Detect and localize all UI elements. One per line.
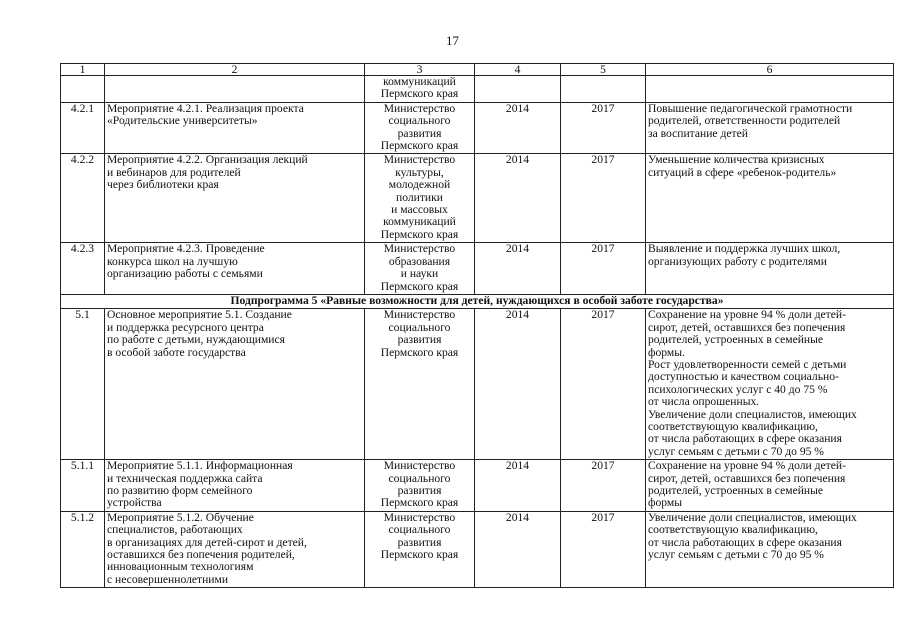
expected-result-line: от числа работающих в сфере оказания bbox=[648, 535, 842, 549]
measure-name bbox=[105, 511, 365, 587]
expected-result-line: Выявление и поддержка лучших школ, bbox=[648, 242, 841, 256]
executor-line: Пермского края bbox=[380, 496, 459, 510]
executor-line: развития bbox=[397, 484, 442, 497]
table-row bbox=[61, 460, 894, 512]
column-header: 6 bbox=[646, 64, 894, 76]
expected-result-line: формы. bbox=[648, 345, 685, 359]
executor-line: Министерство bbox=[383, 101, 456, 115]
measure-name bbox=[105, 102, 365, 154]
executor-line: Пермского края bbox=[380, 87, 459, 101]
measure-name-line: и вебинаров для родителей bbox=[107, 165, 241, 179]
expected-result-line: ситуаций в сфере «ребенок-родитель» bbox=[648, 165, 837, 179]
expected-result-line: услуг семьям с детьми с 70 до 95 % bbox=[648, 548, 824, 562]
measure-name-line: Основное мероприятие 5.1. Создание bbox=[107, 308, 292, 322]
column-header: 2 bbox=[105, 64, 365, 76]
executor bbox=[365, 243, 475, 295]
expected-result bbox=[646, 460, 894, 512]
start-year: 2014 bbox=[475, 309, 561, 460]
measure-number: 4.2.1 bbox=[61, 102, 105, 154]
start-year: 2014 bbox=[475, 460, 561, 512]
expected-result-line: родителей, ответственности родителей bbox=[648, 114, 841, 128]
executor-line: Министерство bbox=[383, 308, 456, 322]
executor-line: социального bbox=[388, 471, 451, 485]
executor bbox=[365, 154, 475, 243]
measure-name-line: по работе с детьми, нуждающимися bbox=[107, 333, 285, 347]
end-year: 2017 bbox=[561, 309, 646, 460]
executor-line: культуры, bbox=[395, 165, 444, 179]
measure-name-line: организацию работы с семьями bbox=[107, 267, 263, 281]
expected-result-line: Уменьшение количества кризисных bbox=[648, 153, 825, 167]
expected-result bbox=[646, 102, 894, 154]
column-header: 4 bbox=[475, 64, 561, 76]
end-year: 2017 bbox=[561, 460, 646, 512]
column-header: 3 bbox=[365, 64, 475, 76]
expected-result-line: сирот, детей, оставшихся без попечения bbox=[648, 320, 846, 334]
end-year bbox=[561, 76, 646, 103]
measure-name-line: через библиотеки края bbox=[107, 178, 219, 192]
subprogram-row bbox=[61, 294, 894, 308]
expected-result bbox=[646, 243, 894, 295]
expected-result-line: соответствующую квалификацию, bbox=[648, 419, 818, 433]
expected-result bbox=[646, 154, 894, 243]
expected-result-line: формы bbox=[648, 496, 683, 510]
expected-result-line: родителей, устроенных в семейные bbox=[648, 484, 824, 497]
table-row bbox=[61, 511, 894, 587]
table-row bbox=[61, 102, 894, 154]
measure-name bbox=[105, 243, 365, 295]
measure-number: 4.2.3 bbox=[61, 243, 105, 295]
measure-name-line: «Родительские университеты» bbox=[107, 114, 258, 128]
measure-name-line: Мероприятие 5.1.2. Обучение bbox=[107, 510, 254, 524]
page-number: 17 bbox=[446, 33, 459, 48]
measure-name-line: конкурса школ на лучшую bbox=[107, 254, 238, 268]
table-row bbox=[61, 309, 894, 460]
measure-name bbox=[105, 76, 365, 103]
start-year: 2014 bbox=[475, 511, 561, 587]
measure-name-line: с несовершеннолетними bbox=[107, 572, 229, 586]
expected-result-line: доступностью и качеством социально- bbox=[648, 370, 839, 384]
end-year: 2017 bbox=[561, 511, 646, 587]
measure-name-line: оставшихся без попечения родителей, bbox=[107, 548, 295, 562]
table-row bbox=[61, 76, 894, 103]
executor-line: социального bbox=[388, 523, 451, 537]
expected-result-line: Рост удовлетворенности семей с детьми bbox=[648, 357, 847, 371]
measure-name-line: Мероприятие 4.2.2. Организация лекций bbox=[107, 153, 308, 167]
measure-name-line: и поддержка ресурсного центра bbox=[107, 320, 264, 334]
measure-number: 5.1 bbox=[61, 309, 105, 460]
measure-name-line: Мероприятие 5.1.1. Информационная bbox=[107, 459, 293, 473]
executor-line: Пермского края bbox=[380, 227, 459, 241]
measure-name bbox=[105, 154, 365, 243]
measure-number: 4.2.2 bbox=[61, 154, 105, 243]
executor bbox=[365, 460, 475, 512]
table-row bbox=[61, 154, 894, 243]
measure-name-line: устройства bbox=[107, 496, 162, 510]
measure-name-line: Мероприятие 4.2.3. Проведение bbox=[107, 242, 265, 256]
expected-result-line: Увеличение доли специалистов, имеющих bbox=[648, 407, 857, 421]
expected-result bbox=[646, 309, 894, 460]
expected-result-line: родителей, устроенных в семейные bbox=[648, 333, 824, 347]
subprogram-title: Подпрограмма 5 «Равные возможности для детей, нуждающихся в особой заботе государства» bbox=[61, 294, 894, 308]
measures-table bbox=[60, 63, 894, 588]
end-year: 2017 bbox=[561, 243, 646, 295]
measure-name-line: Мероприятие 4.2.1. Реализация проекта bbox=[107, 101, 304, 115]
executor bbox=[365, 102, 475, 154]
expected-result bbox=[646, 76, 894, 103]
expected-result-line: психологических услуг с 40 до 75 % bbox=[648, 382, 828, 396]
executor-line: молодежной bbox=[388, 178, 451, 192]
executor-line: образования bbox=[388, 254, 451, 268]
executor-line: Пермского края bbox=[380, 548, 459, 562]
measure-name-line: по развитию форм семейного bbox=[107, 484, 253, 497]
end-year: 2017 bbox=[561, 154, 646, 243]
start-year: 2014 bbox=[475, 154, 561, 243]
start-year: 2014 bbox=[475, 102, 561, 154]
executor-line: развития bbox=[397, 126, 442, 140]
executor-line: коммуникаций bbox=[383, 75, 456, 88]
executor-line: Министерство bbox=[383, 510, 456, 524]
executor-line: Министерство bbox=[383, 242, 456, 256]
expected-result-line: от числа опрошенных. bbox=[648, 395, 760, 409]
executor-line: развития bbox=[397, 535, 442, 549]
expected-result-line: Повышение педагогической грамотности bbox=[648, 101, 853, 115]
executor-line: и массовых bbox=[391, 203, 448, 217]
expected-result bbox=[646, 511, 894, 587]
expected-result-line: Увеличение доли специалистов, имеющих bbox=[648, 510, 857, 524]
measure-name-line: и техническая поддержка сайта bbox=[107, 471, 263, 485]
end-year: 2017 bbox=[561, 102, 646, 154]
executor-line: социального bbox=[388, 320, 451, 334]
measure-name-line: в организациях для детей-сирот и детей, bbox=[107, 535, 307, 549]
measure-number: 5.1.2 bbox=[61, 511, 105, 587]
executor-line: коммуникаций bbox=[383, 215, 456, 229]
measure-name-line: специалистов, работающих bbox=[107, 523, 243, 537]
measure-name-line: в особой заботе государства bbox=[107, 345, 246, 359]
expected-result-line: за воспитание детей bbox=[648, 126, 748, 140]
measure-name bbox=[105, 460, 365, 512]
expected-result-line: услуг семьям с детьми с 70 до 95 % bbox=[648, 444, 824, 458]
executor-line: Пермского края bbox=[380, 139, 459, 153]
executor bbox=[365, 309, 475, 460]
column-header: 1 bbox=[61, 64, 105, 76]
measure-name bbox=[105, 309, 365, 460]
executor-line: политики bbox=[396, 190, 443, 204]
table-row bbox=[61, 243, 894, 295]
expected-result-line: соответствующую квалификацию, bbox=[648, 523, 818, 537]
executor-line: Министерство bbox=[383, 459, 456, 473]
executor-line: и науки bbox=[400, 267, 439, 281]
executor bbox=[365, 511, 475, 587]
executor-line: Пермского края bbox=[380, 345, 459, 359]
executor-line: Министерство bbox=[383, 153, 456, 167]
measure-number: 5.1.1 bbox=[61, 460, 105, 512]
expected-result-line: Сохранение на уровне 94 % доли детей- bbox=[648, 459, 846, 473]
start-year bbox=[475, 76, 561, 103]
executor-line: социального bbox=[388, 114, 451, 128]
measure-number bbox=[61, 76, 105, 103]
executor bbox=[365, 76, 475, 103]
expected-result-line: Сохранение на уровне 94 % доли детей- bbox=[648, 308, 846, 322]
expected-result-line: от числа работающих в сфере оказания bbox=[648, 432, 842, 446]
column-header: 5 bbox=[561, 64, 646, 76]
column-header-row bbox=[61, 64, 894, 76]
expected-result-line: сирот, детей, оставшихся без попечения bbox=[648, 471, 846, 485]
executor-line: Пермского края bbox=[380, 279, 459, 293]
measure-name-line: инновационным технологиям bbox=[107, 560, 254, 574]
expected-result-line: организующих работу с родителями bbox=[648, 254, 827, 268]
executor-line: развития bbox=[397, 333, 442, 347]
start-year: 2014 bbox=[475, 243, 561, 295]
